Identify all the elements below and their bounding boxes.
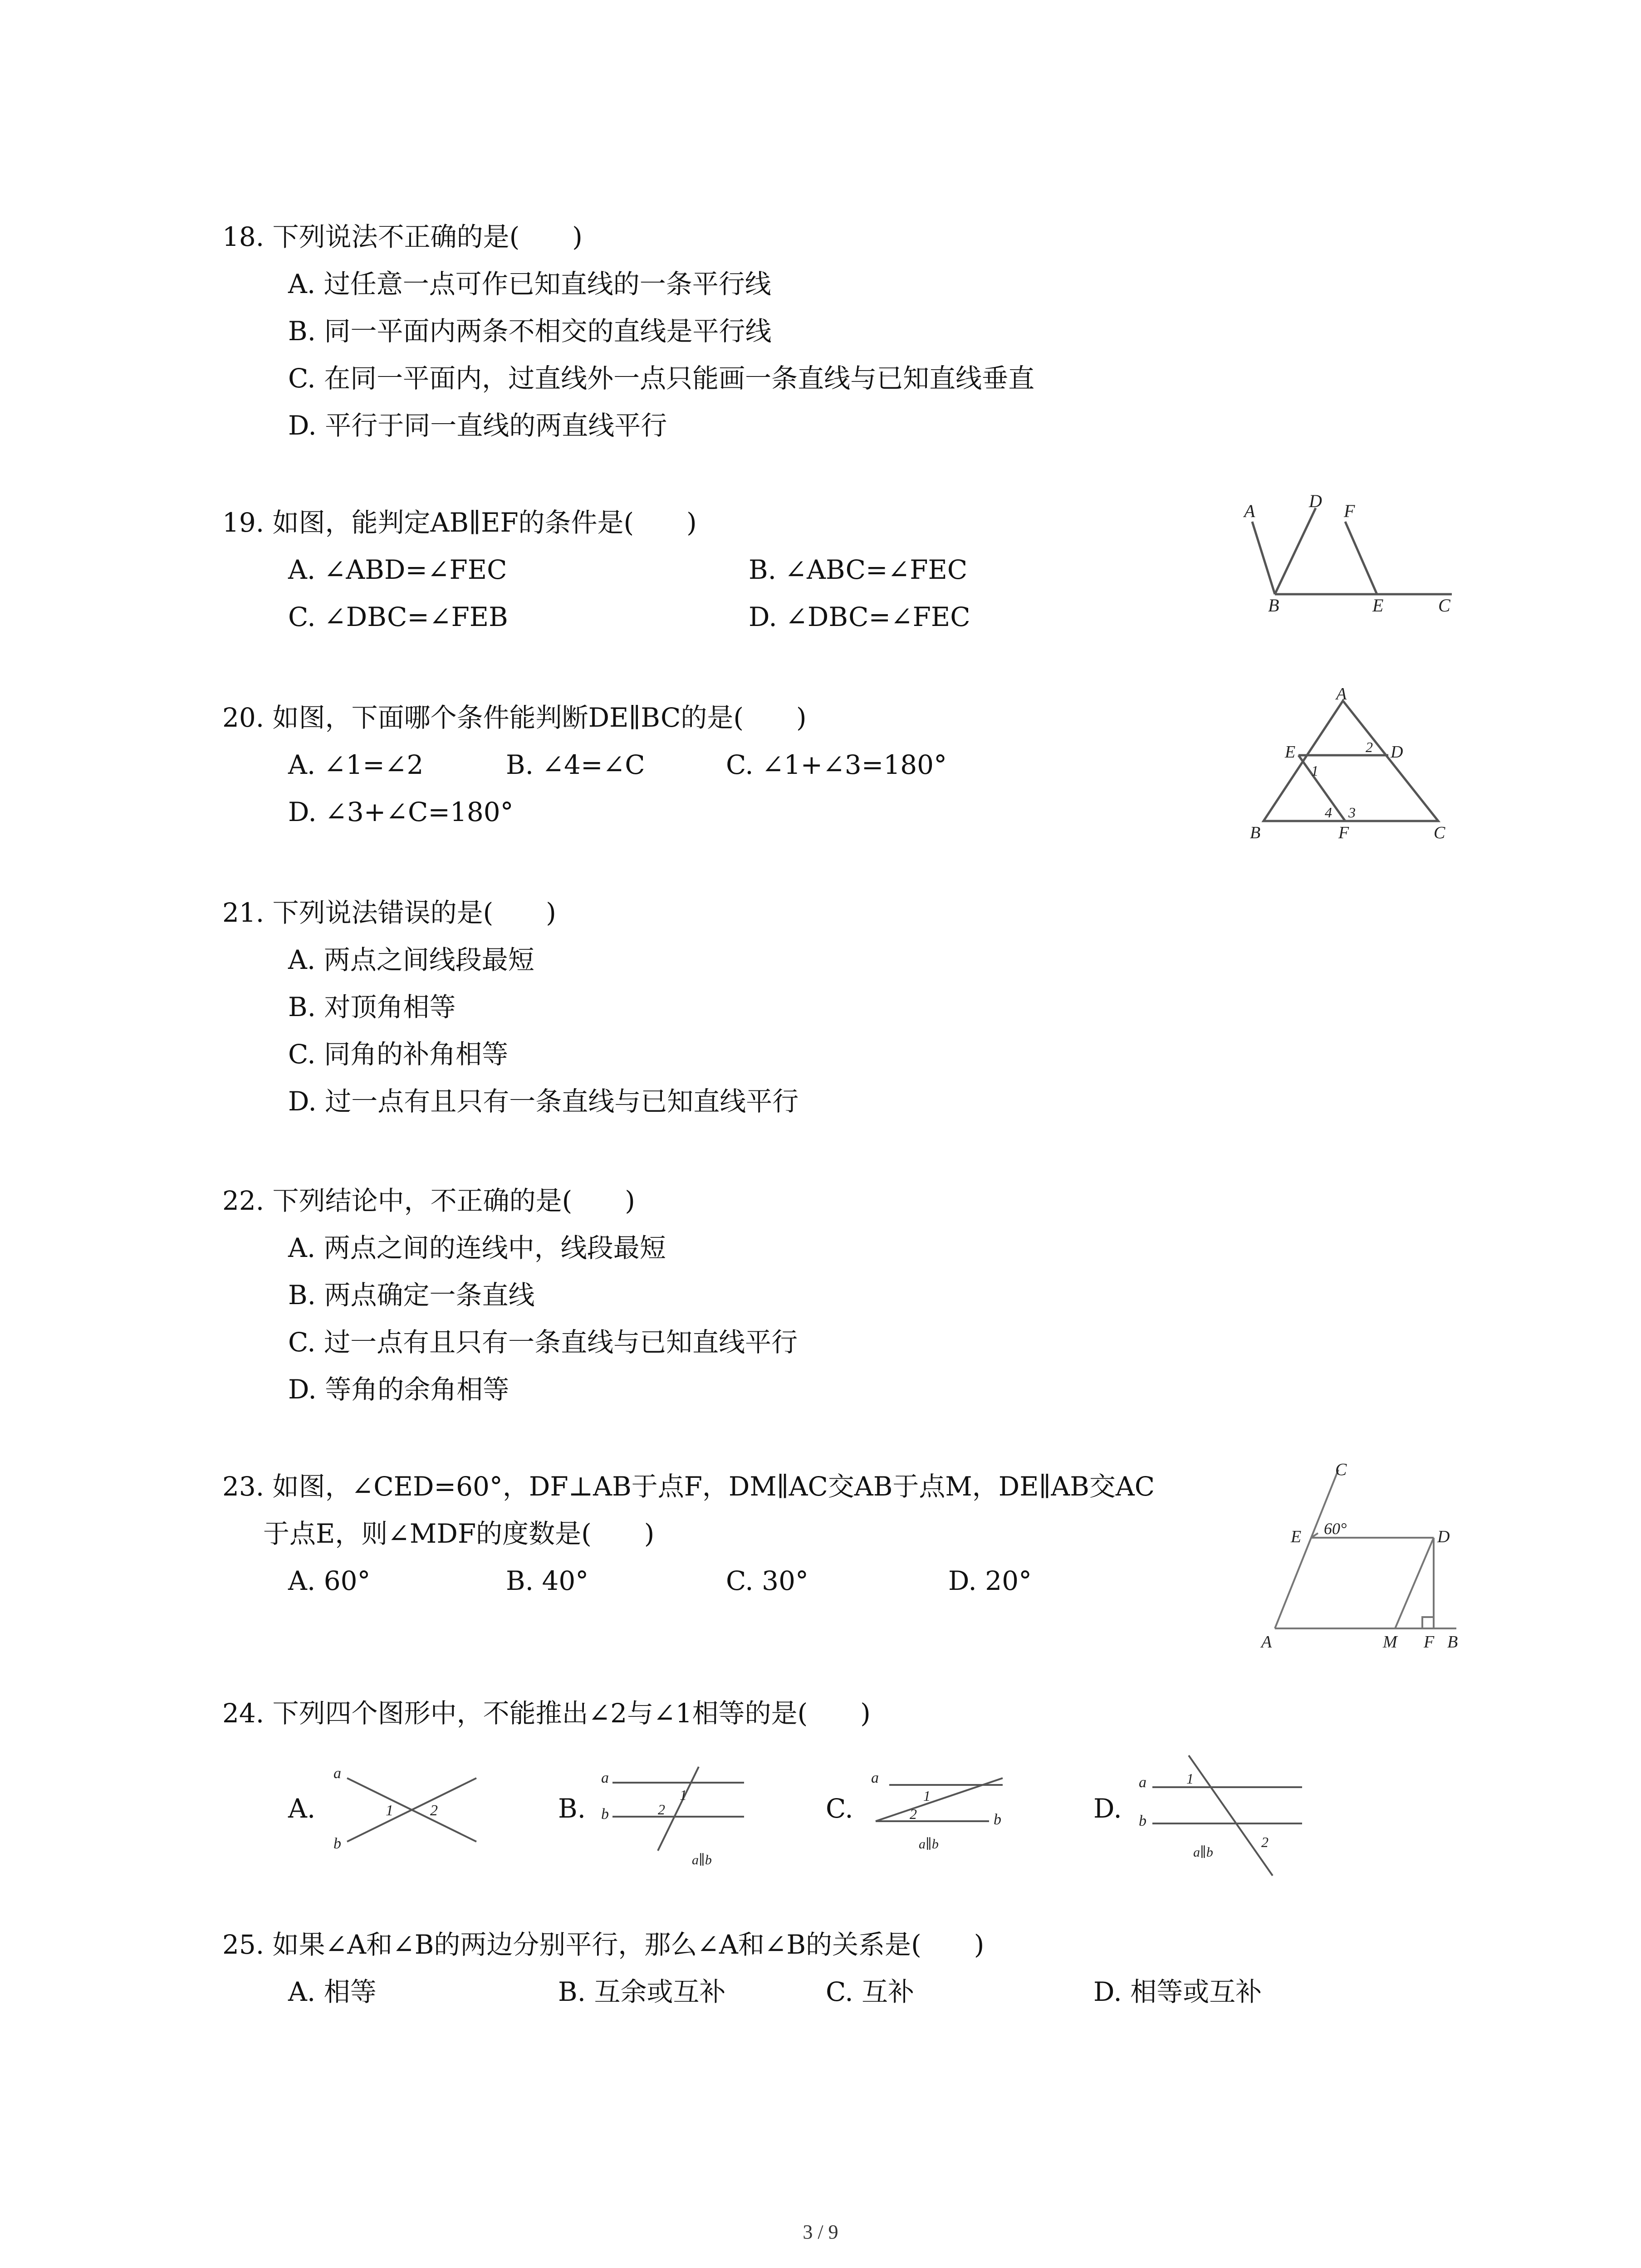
angle-4-label: 4 (1325, 804, 1332, 821)
question-stem: 20. 如图，下面哪个条件能判断DE∥BC的是( ) (222, 702, 807, 733)
option-b: B. 40° (506, 1565, 589, 1596)
parallel-note: a∥b (692, 1853, 712, 1867)
label-b: b (333, 1835, 341, 1852)
angle-1-label: 1 (1311, 763, 1318, 779)
label-a: A (1336, 685, 1347, 704)
question-19 (222, 499, 697, 546)
label-a: A (1261, 1633, 1272, 1652)
label-b: B (1250, 823, 1261, 842)
label-c: C (1335, 1461, 1347, 1479)
angle-2-label: 2 (910, 1806, 917, 1822)
option-c: C. 同角的补角相等 (288, 1039, 509, 1070)
label-a: A (1244, 501, 1255, 521)
figure-q24-a (327, 1760, 490, 1860)
question-21 (222, 889, 798, 1125)
option-b: B. 对顶角相等 (288, 992, 456, 1022)
label-d: D (1437, 1527, 1450, 1546)
question-stem: 22. 下列结论中，不正确的是( ) (222, 1185, 635, 1216)
angle-1-label: 1 (680, 1787, 687, 1803)
option-d: D. (1093, 1793, 1122, 1824)
label-b: B (1268, 595, 1279, 612)
label-m: M (1383, 1633, 1397, 1652)
parallel-note: a∥b (919, 1837, 939, 1852)
label-b: b (601, 1806, 609, 1823)
page-number: 3 / 9 (803, 2221, 838, 2243)
option-c: C. 在同一平面内，过直线外一点只能画一条直线与已知直线垂直 (288, 363, 1035, 394)
question-stem: 25. 如果∠A和∠B的两边分别平行，那么∠A和∠B的关系是( ) (222, 1929, 985, 1960)
label-d: D (1391, 743, 1403, 762)
label-a: a (333, 1765, 341, 1782)
figure-q24-d (1130, 1746, 1311, 1882)
label-e: E (1291, 1527, 1302, 1546)
option-d: D. 相等或互补 (1093, 1976, 1262, 2007)
question-stem-line1: 23. 如图，∠CED=60°，DF⊥AB于点F，DM∥AC交AB于点M，DE∥AB交AC (222, 1471, 1155, 1502)
option-c: C. 30° (726, 1565, 808, 1596)
question-stem: 19. 如图，能判定AB∥EF的条件是( ) (222, 507, 697, 538)
option-c: C. 互补 (826, 1976, 915, 2007)
option-d: D. 20° (948, 1565, 1032, 1596)
question-stem: 21. 下列说法错误的是( ) (222, 897, 556, 928)
option-b: B. ∠ABC=∠FEC (749, 554, 968, 585)
label-b: b (994, 1811, 1001, 1828)
figure-q19 (1243, 494, 1461, 612)
option-a: A. 60° (288, 1565, 371, 1596)
question-18 (222, 213, 1034, 449)
label-f: F (1424, 1633, 1435, 1652)
figure-q20 (1243, 685, 1461, 848)
label-b: b (1139, 1813, 1146, 1829)
option-b: B. 同一平面内两条不相交的直线是平行线 (288, 316, 772, 347)
option-a: A. 过任意一点可作已知直线的一条平行线 (288, 269, 771, 299)
option-d: D. 过一点有且只有一条直线与已知直线平行 (288, 1086, 799, 1117)
label-e: E (1372, 595, 1384, 612)
option-a: A. ∠1=∠2 (288, 749, 424, 780)
angle-2-label: 2 (1261, 1834, 1269, 1850)
angle-1-label: 1 (923, 1788, 931, 1804)
label-c: C (1434, 823, 1445, 842)
figure-q23 (1243, 1461, 1465, 1660)
option-d: D. ∠3+∠C=180° (288, 797, 514, 827)
angle-60-label: 60° (1324, 1520, 1347, 1538)
question-24 (222, 1690, 871, 1737)
label-e: E (1285, 743, 1296, 762)
option-c: C. ∠DBC=∠FEB (288, 601, 508, 632)
option-a: A. 两点之间的连线中，线段最短 (288, 1232, 666, 1263)
option-a: A. 两点之间线段最短 (288, 944, 534, 975)
option-c: C. (826, 1793, 853, 1824)
angle-1-label: 1 (386, 1802, 393, 1819)
option-c: C. ∠1+∠3=180° (726, 749, 947, 780)
question-22 (222, 1177, 798, 1413)
question-20 (222, 694, 807, 741)
option-c: C. 过一点有且只有一条直线与已知直线平行 (288, 1327, 798, 1358)
option-d: D. ∠DBC=∠FEC (749, 601, 970, 632)
option-a: A. ∠ABD=∠FEC (288, 554, 507, 585)
option-a: A. 相等 (288, 1976, 377, 2007)
question-stem: 24. 下列四个图形中，不能推出∠2与∠1相等的是( ) (222, 1698, 871, 1729)
parallel-note: a∥b (1193, 1845, 1213, 1860)
option-d: D. 等角的余角相等 (288, 1374, 509, 1405)
figure-q24-b (594, 1751, 758, 1869)
label-a: a (1139, 1774, 1146, 1791)
question-23 (222, 1463, 1155, 1557)
label-f: F (1344, 501, 1355, 521)
option-a: A. (288, 1793, 316, 1824)
angle-2-label: 2 (1366, 739, 1373, 755)
label-a: a (601, 1769, 609, 1786)
option-b: B. ∠4=∠C (506, 749, 645, 780)
label-f: F (1338, 823, 1349, 842)
option-b: B. (558, 1793, 586, 1824)
label-a: a (871, 1769, 879, 1786)
angle-2-label: 2 (430, 1802, 438, 1819)
question-stem: 18. 下列说法不正确的是( ) (222, 221, 583, 252)
label-b: B (1447, 1633, 1458, 1652)
angle-3-label: 3 (1348, 804, 1356, 821)
angle-1-label: 1 (1186, 1770, 1194, 1787)
label-d: D (1309, 494, 1322, 511)
label-c: C (1438, 595, 1450, 612)
figure-q24-c (862, 1751, 1025, 1869)
question-stem-line2: 于点E，则∠MDF的度数是( ) (263, 1518, 655, 1549)
option-d: D. 平行于同一直线的两直线平行 (288, 410, 667, 441)
option-b: B. 两点确定一条直线 (288, 1280, 535, 1310)
angle-2-label: 2 (658, 1801, 665, 1818)
question-25 (222, 1921, 984, 1968)
option-b: B. 互余或互补 (558, 1976, 726, 2007)
